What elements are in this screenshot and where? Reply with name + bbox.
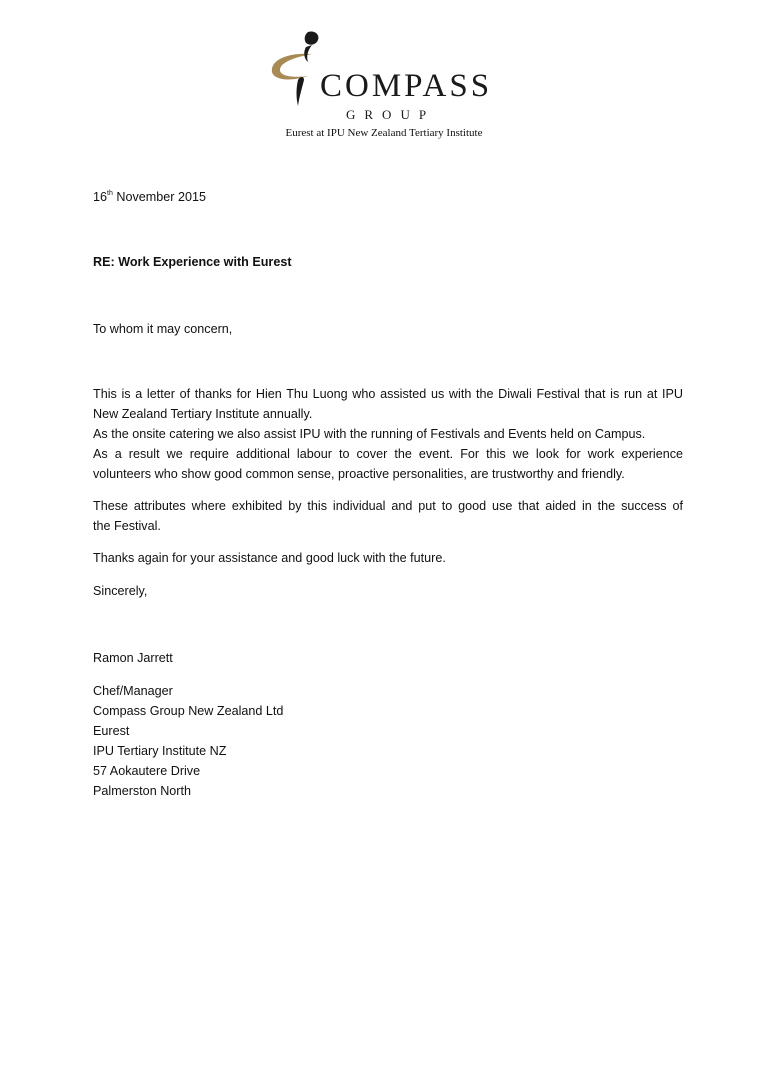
paragraph-line: As the onsite catering we also assist IPU with the running of Festivals and Events held on Campus. [93,427,646,441]
paragraph-2 [93,496,683,536]
letter-closing: Sincerely, [93,584,148,598]
paragraph-line: New Zealand Tertiary Institute annually. [93,407,313,421]
letterhead-subtitle: Eurest at IPU New Zealand Tertiary Institute [285,127,483,139]
letter-subject: RE: Work Experience with Eurest [93,255,292,269]
paragraph-line: This is a letter of thanks for Hien Thu Luong who assisted us with the Diwali Festival that is run at IPU [93,387,683,401]
paragraph-line: volunteers who show good common sense, proactive personalities, are trustworthy and friendly. [93,467,625,481]
logo-subword: GROUP [346,107,436,122]
compass-figure-icon [268,26,328,116]
signature-line: Chef/Manager [93,684,173,698]
signature-line: Compass Group New Zealand Ltd [93,704,284,718]
signer-name: Ramon Jarrett [93,651,173,665]
signature-block [93,681,683,801]
paragraph-line: As a result we require additional labour to cover the event. For this we look for work experience [93,447,683,461]
signature-line: 57 Aokautere Drive [93,764,201,778]
compass-group-logo [268,26,508,122]
paragraph-1 [93,384,683,484]
letter-date [93,187,683,207]
paragraph-3: Thanks again for your assistance and good luck with the future. [93,551,446,565]
paragraph-line: These attributes where exhibited by this individual and put to good use that aided in the success of [93,499,683,513]
letter-greeting: To whom it may concern, [93,322,233,336]
signature-line: IPU Tertiary Institute NZ [93,744,227,758]
signature-line: Palmerston North [93,784,191,798]
date-day: 16 [93,190,108,204]
logo-wordmark: COMPASS [320,68,493,104]
signature-line: Eurest [93,724,130,738]
paragraph-line: the Festival. [93,519,161,533]
date-suffix: th [107,190,113,197]
date-rest: November 2015 [112,190,206,204]
